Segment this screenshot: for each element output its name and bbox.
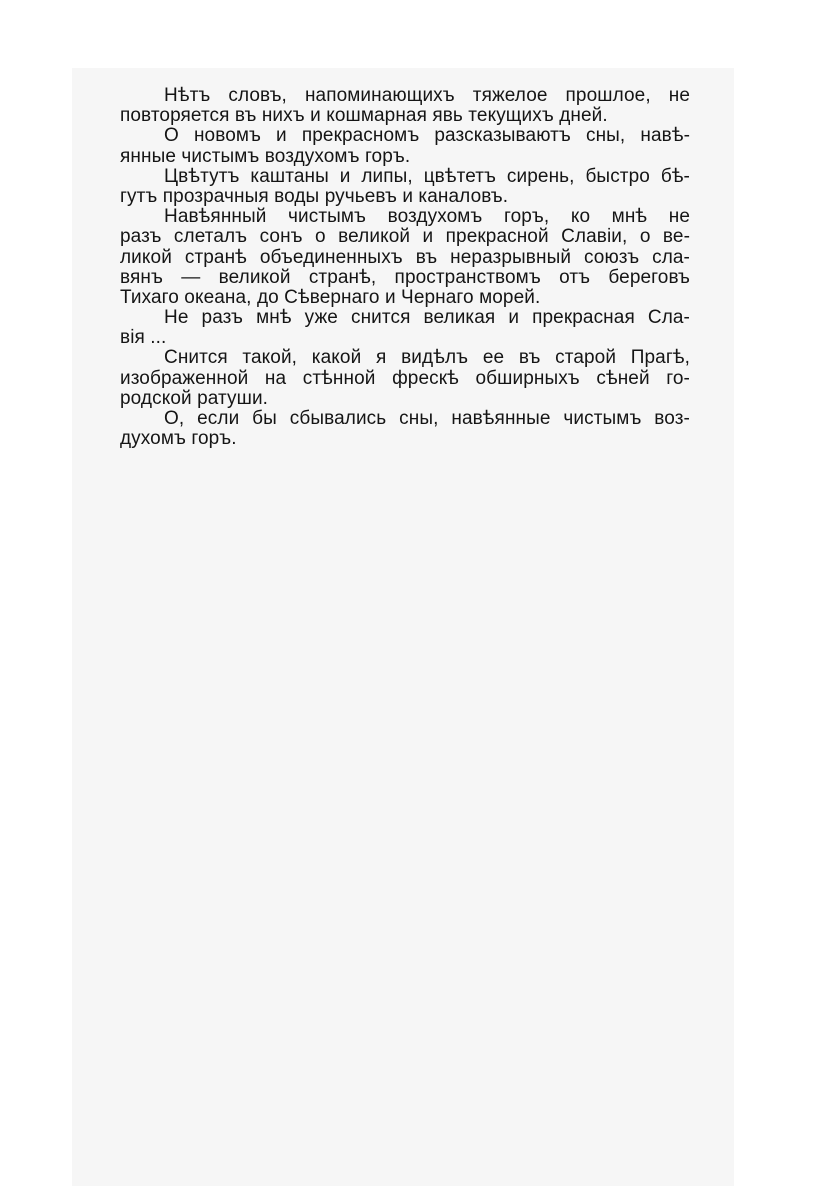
text-line: изображенной на стѣнной фрескѣ обширныхъ сѣней го- [120, 367, 690, 389]
text-line: Навѣянный чистымъ воздухомъ горъ, ко мнѣ не [164, 206, 690, 228]
text-line: Снится такой, какой я видѣлъ ее въ старой Прагѣ, [164, 347, 690, 369]
text-line: гутъ прозрачныя воды ручьевъ и каналовъ. [120, 185, 509, 207]
text-line: духомъ горъ. [120, 428, 237, 450]
paragraph [120, 86, 690, 126]
paragraph [120, 308, 690, 348]
text-line: Цвѣтутъ каштаны и липы, цвѣтетъ сирень, быстро бѣ- [164, 165, 690, 187]
paragraph [120, 207, 690, 308]
text-line: янные чистымъ воздухомъ горъ. [120, 145, 411, 167]
text-line: ликой странѣ объединенныхъ въ неразрывный союзъ сла- [120, 246, 690, 268]
paragraph [120, 126, 690, 166]
text-line: вянъ — великой странѣ, пространствомъ отъ береговъ [120, 266, 690, 288]
text-line: О новомъ и прекрасномъ разсказываютъ сны, навѣ- [164, 125, 690, 147]
text-line: повторяется въ нихъ и кошмарная явь текущихъ дней. [120, 105, 608, 127]
text-line: Тихаго океана, до Сѣвернаго и Чернаго морей. [120, 286, 541, 308]
text-line: родской ратуши. [120, 387, 269, 409]
paragraph [120, 348, 690, 409]
text-line: разъ слеталъ сонъ о великой и прекрасной Славіи, о ве- [120, 226, 690, 248]
document-text [120, 86, 690, 449]
text-line: вія ... [120, 327, 167, 349]
paragraph [120, 167, 690, 207]
text-line: Нѣтъ словъ, напоминающихъ тяжелое прошлое, не [164, 85, 690, 106]
text-line: О, если бы сбывались сны, навѣянные чистымъ воз- [164, 408, 690, 429]
paragraph [120, 409, 690, 449]
text-line: Не разъ мнѣ уже снится великая и прекрасная Сла- [164, 307, 690, 329]
